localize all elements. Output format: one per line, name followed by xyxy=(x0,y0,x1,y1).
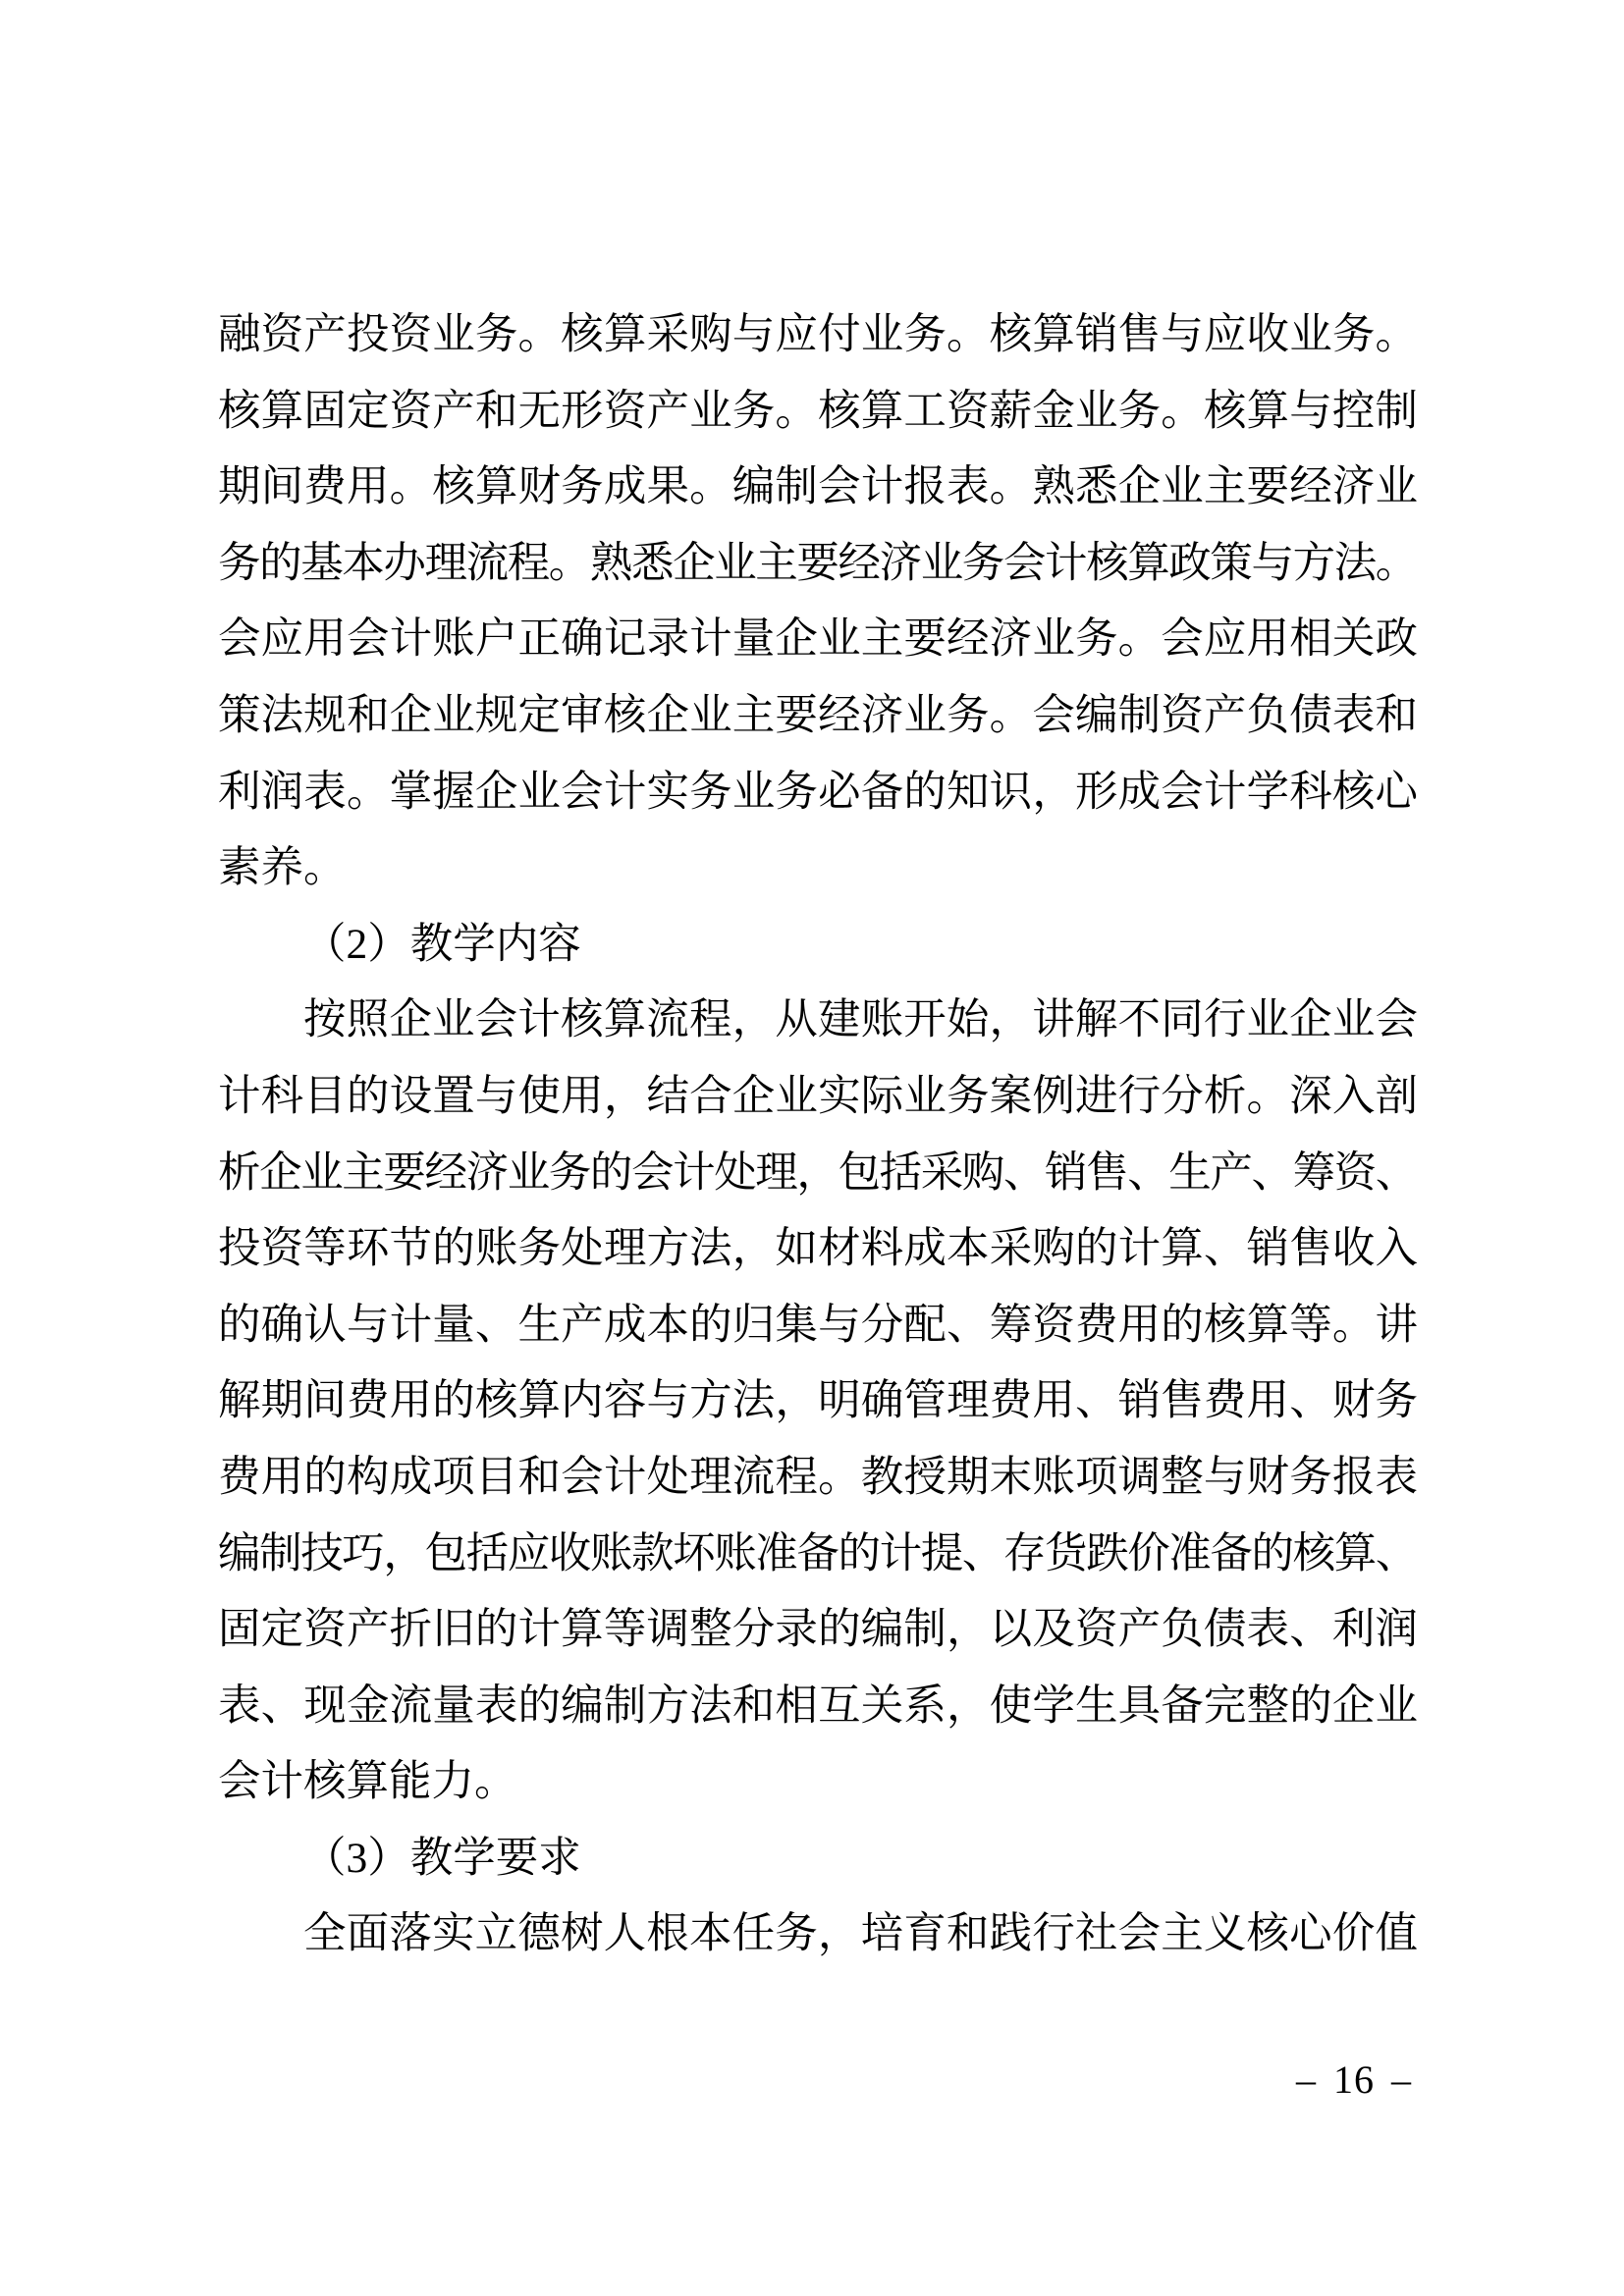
text-line: 利润表。掌握企业会计实务业务必备的知识，形成会计学科核心 xyxy=(218,768,1418,816)
text-line: 按照企业会计核算流程，从建账开始，讲解不同行业企业会 xyxy=(303,996,1418,1044)
text-line: 素养。 xyxy=(218,844,347,892)
text-line: 期间费用。核算财务成果。编制会计报表。熟悉企业主要经济业 xyxy=(218,463,1418,511)
text-line: 计科目的设置与使用，结合企业实际业务案例进行分析。深入剖 xyxy=(218,1072,1418,1120)
section-heading: （3）教学要求 xyxy=(303,1834,581,1882)
text-line: 解期间费用的核算内容与方法，明确管理费用、销售费用、财务 xyxy=(218,1377,1418,1425)
text-line: 编制技巧，包括应收账款坏账准备的计提、存货跌价准备的核算、 xyxy=(218,1529,1417,1577)
text-line: 费用的构成项目和会计处理流程。教授期末账项调整与财务报表 xyxy=(218,1453,1418,1501)
text-line: 表、现金流量表的编制方法和相互关系，使学生具备完整的企业 xyxy=(218,1682,1418,1730)
section-heading: （2）教学内容 xyxy=(303,920,581,968)
text-line: 的确认与计量、生产成本的归集与分配、筹资费用的核算等。讲 xyxy=(218,1301,1418,1349)
text-line: 会应用会计账户正确记录计量企业主要经济业务。会应用相关政 xyxy=(218,615,1418,664)
text-line: 全面落实立德树人根本任务，培育和践行社会主义核心价值 xyxy=(303,1910,1418,1958)
page-number: – 16 – xyxy=(1296,2057,1412,2102)
text-line: 会计核算能力。 xyxy=(218,1758,517,1806)
text-line: 融资产投资业务。核算采购与应付业务。核算销售与应收业务。 xyxy=(218,311,1418,358)
text-line: 务的基本办理流程。熟悉企业主要经济业务会计核算政策与方法。 xyxy=(218,539,1417,587)
text-line: 核算固定资产和无形资产业务。核算工资薪金业务。核算与控制 xyxy=(218,387,1418,435)
body-text-block xyxy=(218,297,1418,1973)
text-line: 策法规和企业规定审核企业主要经济业务。会编制资产负债表和 xyxy=(218,691,1418,739)
text-line: 投资等环节的账务处理方法，如材料成本采购的计算、销售收入 xyxy=(218,1225,1418,1273)
text-line: 析企业主要经济业务的会计处理，包括采购、销售、生产、筹资、 xyxy=(218,1148,1417,1197)
text-line: 固定资产折旧的计算等调整分录的编制，以及资产负债表、利润 xyxy=(218,1606,1418,1654)
